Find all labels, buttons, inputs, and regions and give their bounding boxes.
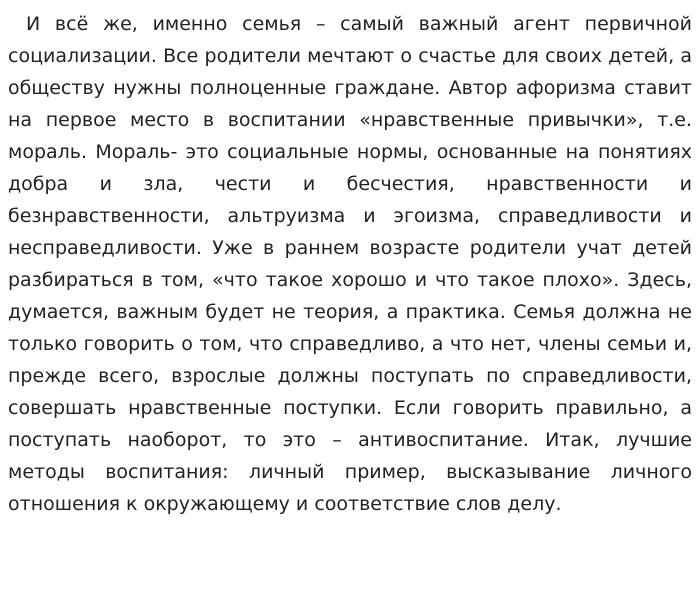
essay-paragraph: И всё же, именно семья – самый важный агент первичной социализации. Все родители мечтают о счастье для своих детей, а обществу нужны полноценные граждане. Автор афоризма ставит на первое место в воспитании «нравственные привычки», т.е. мораль. Мораль- это социальные нормы, основанные на понятиях добра и зла, чести и бесчестия, нравственности и безнравственности, альтруизма и эгоизма, справедливости и несправедливости. Уже в раннем возрасте родители учат детей разбираться в том, «что такое хорошо и что такое плохо». Здесь, думается, важным будет не теория, а практика. Семья должна не только говорить о том, что справедливо, а что нет, члены семьи и, прежде всего, взрослые должны поступать по справедливости, совершать нравственные поступки. Если говорить правильно, а поступать наоборот, то это – антивоспитание. Итак, лучшие методы воспитания: личный пример, высказывание личного отношения к окружающему и соответствие слов делу. <box>8 13 692 515</box>
document-page <box>8 8 692 520</box>
